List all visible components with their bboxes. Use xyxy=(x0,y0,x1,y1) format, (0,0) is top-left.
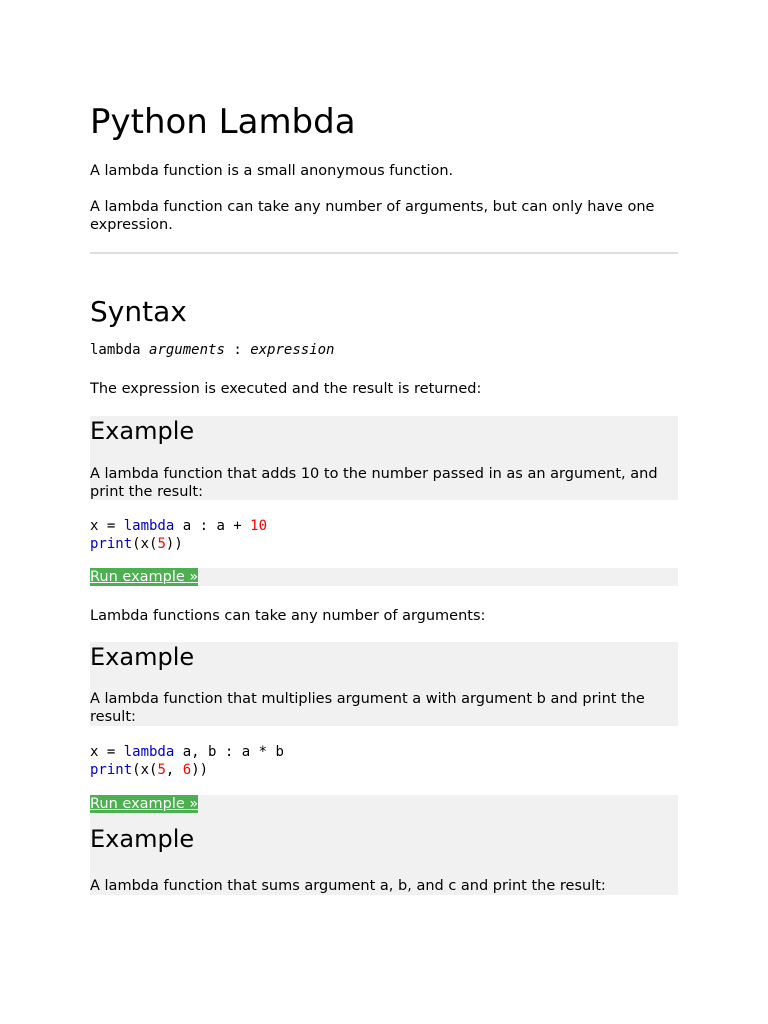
syntax-expression: expression xyxy=(250,342,335,358)
example-code-1 xyxy=(90,517,678,553)
intro-paragraph-1: A lambda function is a small anonymous function. xyxy=(90,163,454,179)
syntax-separator: : xyxy=(233,342,242,358)
code-text: x = xyxy=(90,518,124,534)
code-text: (x( xyxy=(132,536,158,552)
intro-paragraph-2: A lambda function can take any number of arguments, but can only have one expression. xyxy=(90,199,655,233)
code-number: 6 xyxy=(182,762,192,778)
example-code-2 xyxy=(90,743,678,779)
code-text: x = xyxy=(90,744,124,760)
page-title: Python Lambda xyxy=(90,102,356,142)
code-text: a : a + xyxy=(174,518,251,534)
example-box-2 xyxy=(90,642,678,726)
code-text: (x( xyxy=(132,762,158,778)
syntax-keyword: lambda xyxy=(90,342,141,358)
example-heading-1: Example xyxy=(90,417,195,445)
example-heading-2: Example xyxy=(90,643,195,671)
run-example-bar-1 xyxy=(90,568,678,586)
example-description-3: A lambda function that sums argument a, b, and c and print the result: xyxy=(90,878,606,894)
code-text: a, b : a * b xyxy=(174,744,284,760)
code-keyword: print xyxy=(90,762,133,778)
example-box-3 xyxy=(90,795,678,895)
code-text: , xyxy=(165,762,183,778)
syntax-arguments: arguments xyxy=(149,342,225,358)
between-text: Lambda functions can take any number of arguments: xyxy=(90,608,486,624)
code-text: )) xyxy=(191,762,209,778)
code-number: 10 xyxy=(250,518,268,534)
code-text: )) xyxy=(165,536,183,552)
code-keyword: print xyxy=(90,536,133,552)
run-example-button-2[interactable]: Run example » xyxy=(90,796,199,812)
syntax-note: The expression is executed and the result is returned: xyxy=(90,381,482,397)
syntax-code xyxy=(90,341,334,359)
example-box-1 xyxy=(90,416,678,500)
syntax-heading: Syntax xyxy=(90,295,187,328)
code-number: 5 xyxy=(157,536,166,552)
horizontal-divider xyxy=(90,252,678,254)
example-description-2: A lambda function that multiplies argument a with argument b and print the result: xyxy=(90,691,645,725)
code-keyword: lambda xyxy=(123,518,175,534)
example-heading-3: Example xyxy=(90,825,195,853)
code-keyword: lambda xyxy=(123,744,175,760)
code-number: 5 xyxy=(157,762,166,778)
example-description-1: A lambda function that adds 10 to the number passed in as an argument, and print the result: xyxy=(90,466,658,500)
run-example-button-1[interactable]: Run example » xyxy=(90,569,199,585)
